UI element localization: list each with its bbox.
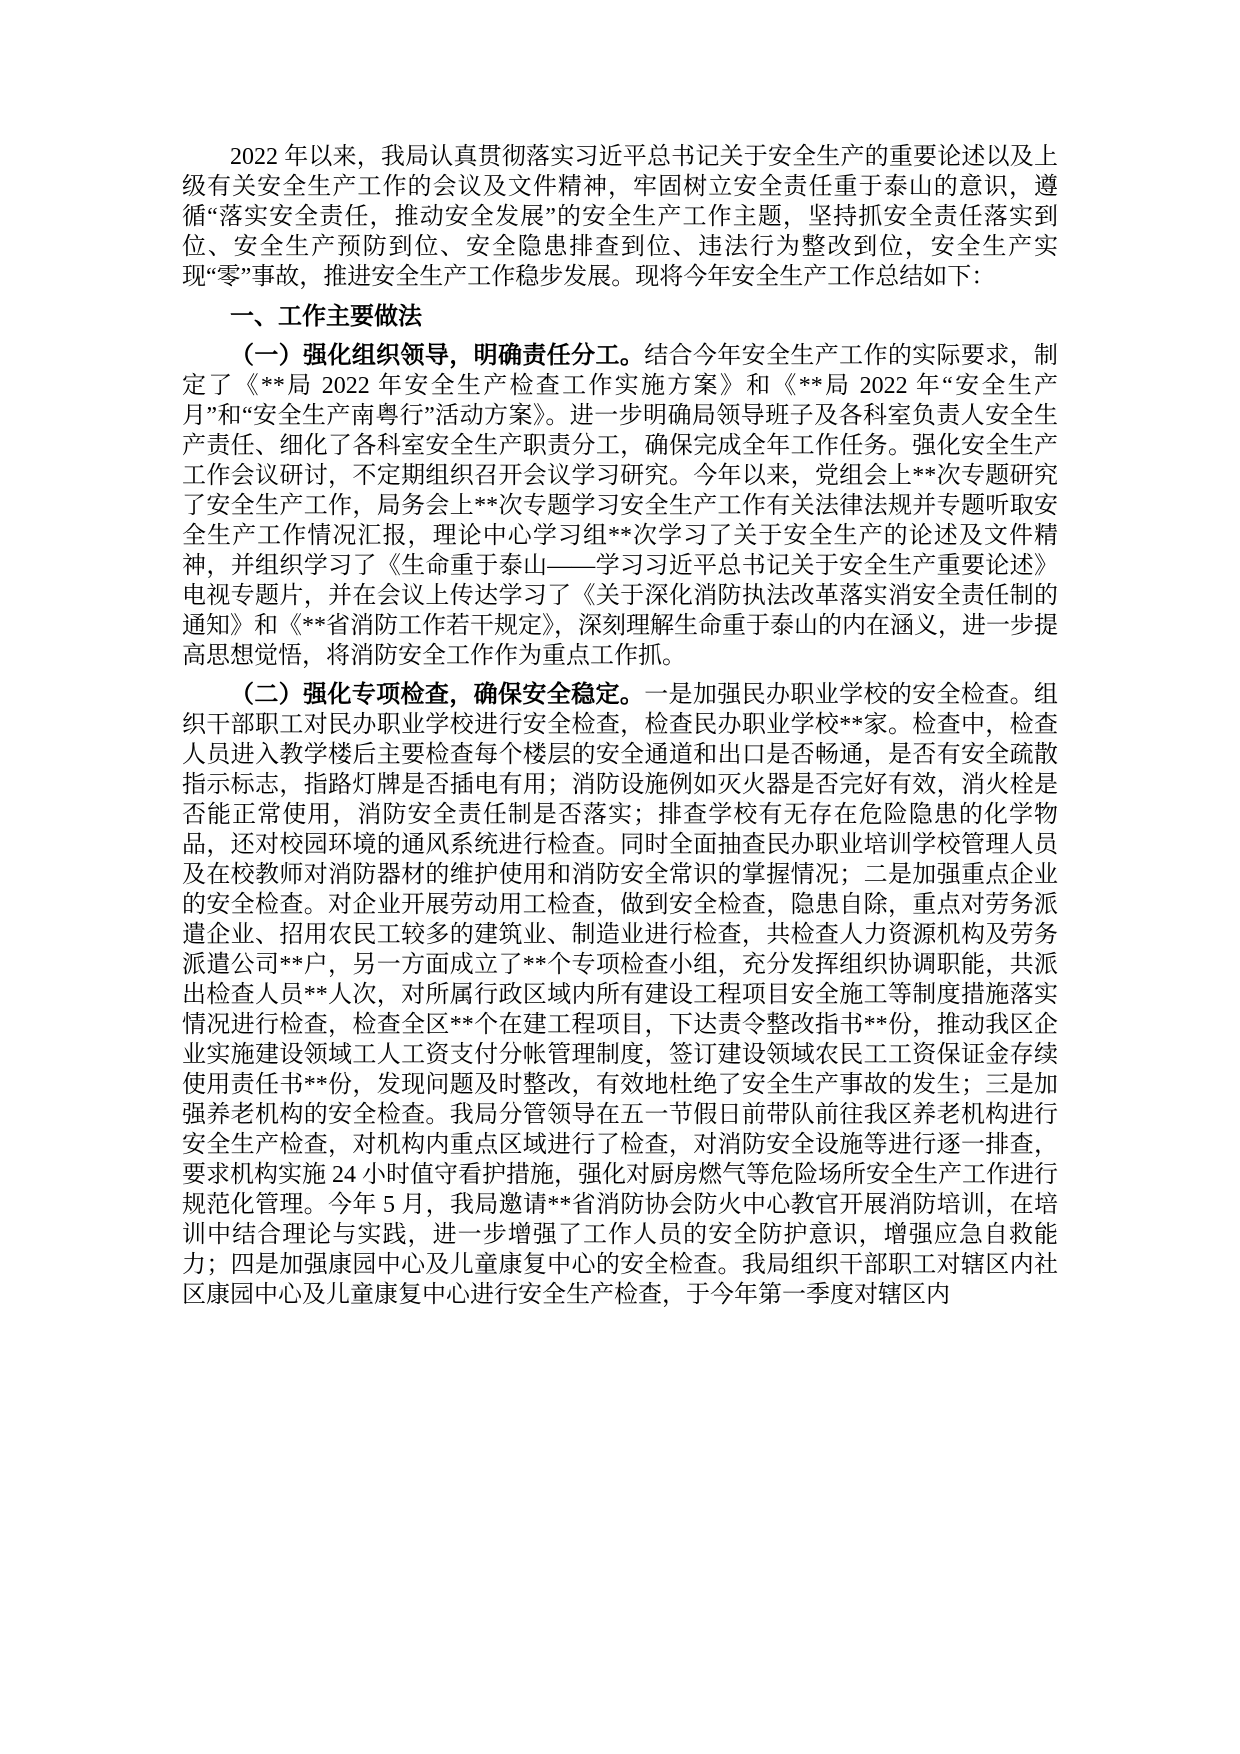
section-heading-text: 一、工作主要做法 [230,304,422,330]
section-1-body: 结合今年安全生产工作的实际要求，制定了《**局 2022 年安全生产检查工作实施方案》和《**局 2022 年“安全生产月”和“安全生产南粤行”活动方案》。进一步明确局领导班子及各科室负责人安全生产责任、细化了各科室安全生产职责分工，确保完成全年工作任务。强化安全生产工作会议研讨，不定期组织召开会议学习研究。今年以来，党组会上**次专题研究了安全生产工作，局务会上**次专题学习安全生产工作有关法律法规并专题听取安全生产工作情况汇报，理论中心学习组**次学习了关于安全生产的论述及文件精神，并组织学习了《生命重于泰山——学习习近平总书记关于安全生产重要论述》电视专题片，并在会议上传达学习了《关于深化消防执法改革落实消安全责任制的通知》和《**省消防工作若干规定》，深刻理解生命重于泰山的内在涵义，进一步提高思想觉悟，将消防安全工作作为重点工作抓。 [182,343,1059,669]
section-heading [182,302,1058,332]
section-2-body: 一是加强民办职业学校的安全检查。组织干部职工对民办职业学校进行安全检查，检查民办职业学校**家。检查中，检查人员进入教学楼后主要检查每个楼层的安全通道和出口是否畅通，是否有安全疏散指示标志，指路灯牌是否插电有用；消防设施例如灭火器是否完好有效，消火栓是否能正常使用，消防安全责任制是否落实；排查学校有无存在危险隐患的化学物品，还对校园环境的通风系统进行检查。同时全面抽查民办职业培训学校管理人员及在校教师对消防器材的维护使用和消防安全常识的掌握情况；二是加强重点企业的安全检查。对企业开展劳动用工检查，做到安全检查，隐患自除，重点对劳务派遣企业、招用农民工较多的建筑业、制造业进行检查，共检查人力资源机构及劳务派遣公司**户，另一方面成立了**个专项检查小组，充分发挥组织协调职能，共派出检查人员**人次，对所属行政区域内所有建设工程项目安全施工等制度措施落实情况进行检查，检查全区**个在建工程项目，下达责令整改指书**份，推动我区企业实施建设领域工人工资支付分帐管理制度，签订建设领域农民工工资保证金存续使用责任书**份，发现问题及时整改，有效地杜绝了安全生产事故的发生；三是加强养老机构的安全检查。我局分管领导在五一节假日前带队前往我区养老机构进行安全生产检查，对机构内重点区域进行了检查，对消防安全设施等进行逐一排查，要求机构实施 24 小时值守看护措施，强化对厨房燃气等危险场所安全生产工作进行规范化管理。今年 5 月，我局邀请**省消防协会防火中心教官开展消防培训，在培训中结合理论与实践，进一步增强了工作人员的安全防护意识，增强应急自救能力；四是加强康园中心及儿童康复中心的安全检查。我局组织干部职工对辖区内社区康园中心及儿童康复中心进行安全生产检查，于今年第一季度对辖区内 [182,682,1059,1308]
section-1-paragraph [182,341,1058,671]
intro-text: 2022 年以来，我局认真贯彻落实习近平总书记关于安全生产的重要论述以及上级有关安全生产工作的会议及文件精神，牢固树立安全责任重于泰山的意识，遵循“落实安全责任，推动安全发展”的安全生产工作主题，坚持抓安全责任落实到位、安全生产预防到位、安全隐患排查到位、违法行为整改到位，安全生产实现“零”事故，推进安全生产工作稳步发展。现将今年安全生产工作总结如下： [182,144,1058,290]
section-2-lead: （二）强化专项检查，确保安全稳定。 [230,682,645,708]
section-1-lead: （一）强化组织领导，明确责任分工。 [230,343,645,369]
section-2-paragraph [182,680,1058,1310]
intro-paragraph [182,142,1058,292]
